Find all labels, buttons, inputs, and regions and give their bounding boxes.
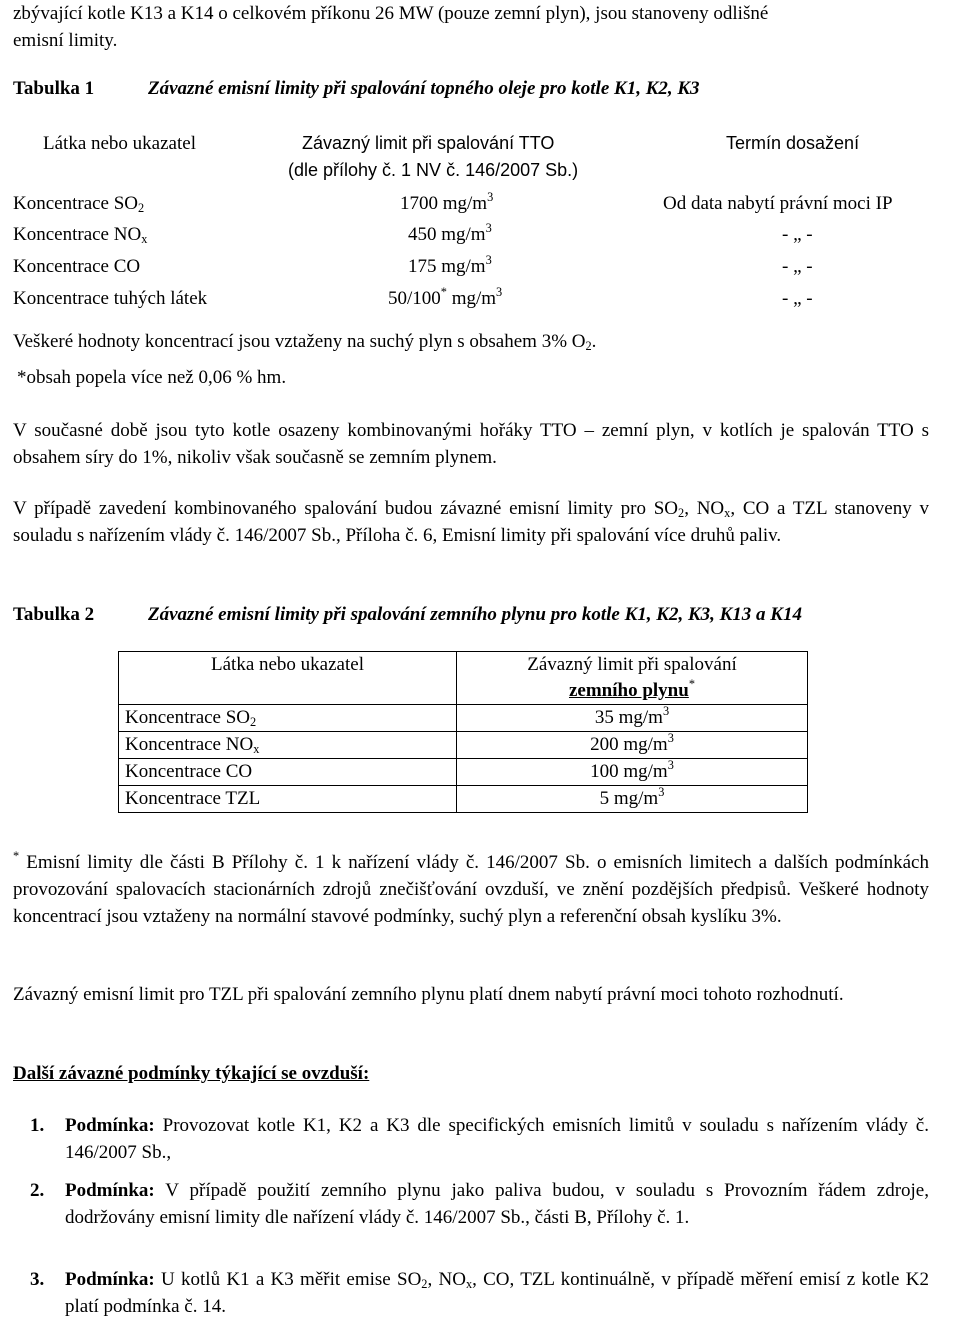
table2-cell-value: 5 $mg/m^3$ — [457, 786, 808, 813]
table1-row-term: - „ - — [782, 224, 813, 245]
condition-item-1: 1. Podmínka: Provozovat kotle K1, K2 a K3 dle specifických emisních limitů v souladu s nařízením vlády č. 146/2007 Sb., — [30, 1115, 929, 1163]
table2-header-substance: Látka nebo ukazatel — [119, 652, 457, 705]
table2-label: Tabulka 2 — [13, 604, 95, 625]
condition-item-3: 3. Podmínka: U kotlů K1 a K3 měřit emise $SO_2$, $NO_x$, CO, TZL kontinuálně, v případě měření emisí z kotle K2 platí podmínka č. 14. — [30, 1269, 929, 1317]
table1-row-name: Koncentrace $SO_2$ — [13, 193, 145, 216]
table1-row-name: Koncentrace tuhých látek — [13, 288, 208, 309]
conditions-heading: Další závazné podmínky týkající se ovzduší: — [13, 1063, 370, 1084]
table1-header-deadline: Termín dosažení — [726, 133, 860, 153]
footnote: * Emisní limity dle části B Přílohy č. 1 k nařízení vlády č. 146/2007 Sb. o emisních limitech a dalších podmínkách provozování spalovacích stacionárních zdrojů znečišťování ovzduší, ve znění pozdějších předpisů. Veškeré hodnoty koncentrací jsou vztaženy na normální stavové podmínky, suchý plyn a referenční obsah kyslíku 3%. — [13, 848, 929, 927]
paragraph-burners: V současné době jsou tyto kotle osazeny kombinovanými hořáky TTO – zemní plyn, v kotlích je spalován TTO s obsahem síry do 1%, nikoliv však současně se zemním plynem. — [13, 420, 929, 468]
table1-row-value: 450 $mg/m^3$ — [408, 220, 492, 245]
condition-item-2: 2. Podmínka: V případě použití zemního plynu jako paliva budou, v souladu s Provozním řádem zdroje, dodržovány emisní limity dle nařízení vlády č. 146/2007 Sb., části B, Přílohy č. 1. — [30, 1180, 929, 1228]
table2 — [118, 651, 808, 813]
table1-row-term: Od data nabytí právní moci IP — [663, 193, 893, 214]
table2-header-limit: Závazný limit při spalování zemního plynu* — [457, 652, 808, 705]
table1-header-limit-line2: (dle přílohy č. 1 NV č. 146/2007 Sb.) — [288, 160, 579, 180]
table-row — [119, 732, 808, 759]
table1-title: Závazné emisní limity při spalování topného oleje pro kotle K1, K2, K3 — [148, 78, 700, 99]
table1-row-value: 175 $mg/m^3$ — [408, 252, 492, 277]
table2-cell-name: Koncentrace $NO_x$ — [119, 732, 457, 759]
table1-note-ash: *obsah popela více než 0,06 % hm. — [17, 367, 287, 388]
table1-label: Tabulka 1 — [13, 78, 95, 99]
paragraph-tzl-limit: Závazný emisní limit pro TZL při spalování zemního plynu platí dnem nabytí právní moci tohoto rozhodnutí. — [13, 984, 844, 1005]
paragraph-combined-firing: V případě zavedení kombinovaného spalování budou závazné emisní limity pro $SO_2$, $NO_x$, CO a TZL stanoveny v souladu s nařízením vlády č. 146/2007 Sb., Příloha č. 6, Emisní limity při spalování více druhů paliv. — [13, 498, 929, 546]
table1-note-reference: Veškeré hodnoty koncentrací jsou vztaženy na suchý plyn s obsahem 3% $O_2$. — [13, 331, 597, 354]
table1-header-substance: Látka nebo ukazatel — [43, 133, 196, 154]
intro-line-2: emisní limity. — [13, 30, 118, 51]
table2-cell-name: Koncentrace CO — [119, 759, 457, 786]
table2-cell-name: Koncentrace TZL — [119, 786, 457, 813]
table1-row-name: Koncentrace $NO_x$ — [13, 224, 148, 247]
intro-paragraph — [13, 0, 929, 54]
table2-title: Závazné emisní limity při spalování zemního plynu pro kotle K1, K2, K3, K13 a K14 — [148, 604, 802, 625]
table1-row-value: 50/100* $mg/m^3$ — [388, 284, 503, 309]
table2-cell-value: 100 $mg/m^3$ — [457, 759, 808, 786]
table-row — [119, 705, 808, 732]
table2-cell-value: 35 $mg/m^3$ — [457, 705, 808, 732]
table1-header-limit-line1: Závazný limit při spalování TTO — [302, 133, 555, 153]
table1-row-term: - „ - — [782, 288, 813, 309]
table2-cell-value: 200 $mg/m^3$ — [457, 732, 808, 759]
table1-row-name: Koncentrace CO — [13, 256, 141, 277]
table1-row-term: - „ - — [782, 256, 813, 277]
table-row — [119, 786, 808, 813]
table-row — [119, 759, 808, 786]
table1-row-value: 1700 $mg/m^3$ — [400, 189, 494, 214]
table-row — [119, 652, 808, 705]
intro-line-1: zbývající kotle K13 a K14 o celkovém příkonu 26 MW (pouze zemní plyn), jsou stanoveny odlišné — [13, 3, 769, 24]
table2-cell-name: Koncentrace $SO_2$ — [119, 705, 457, 732]
table1 — [0, 128, 946, 312]
